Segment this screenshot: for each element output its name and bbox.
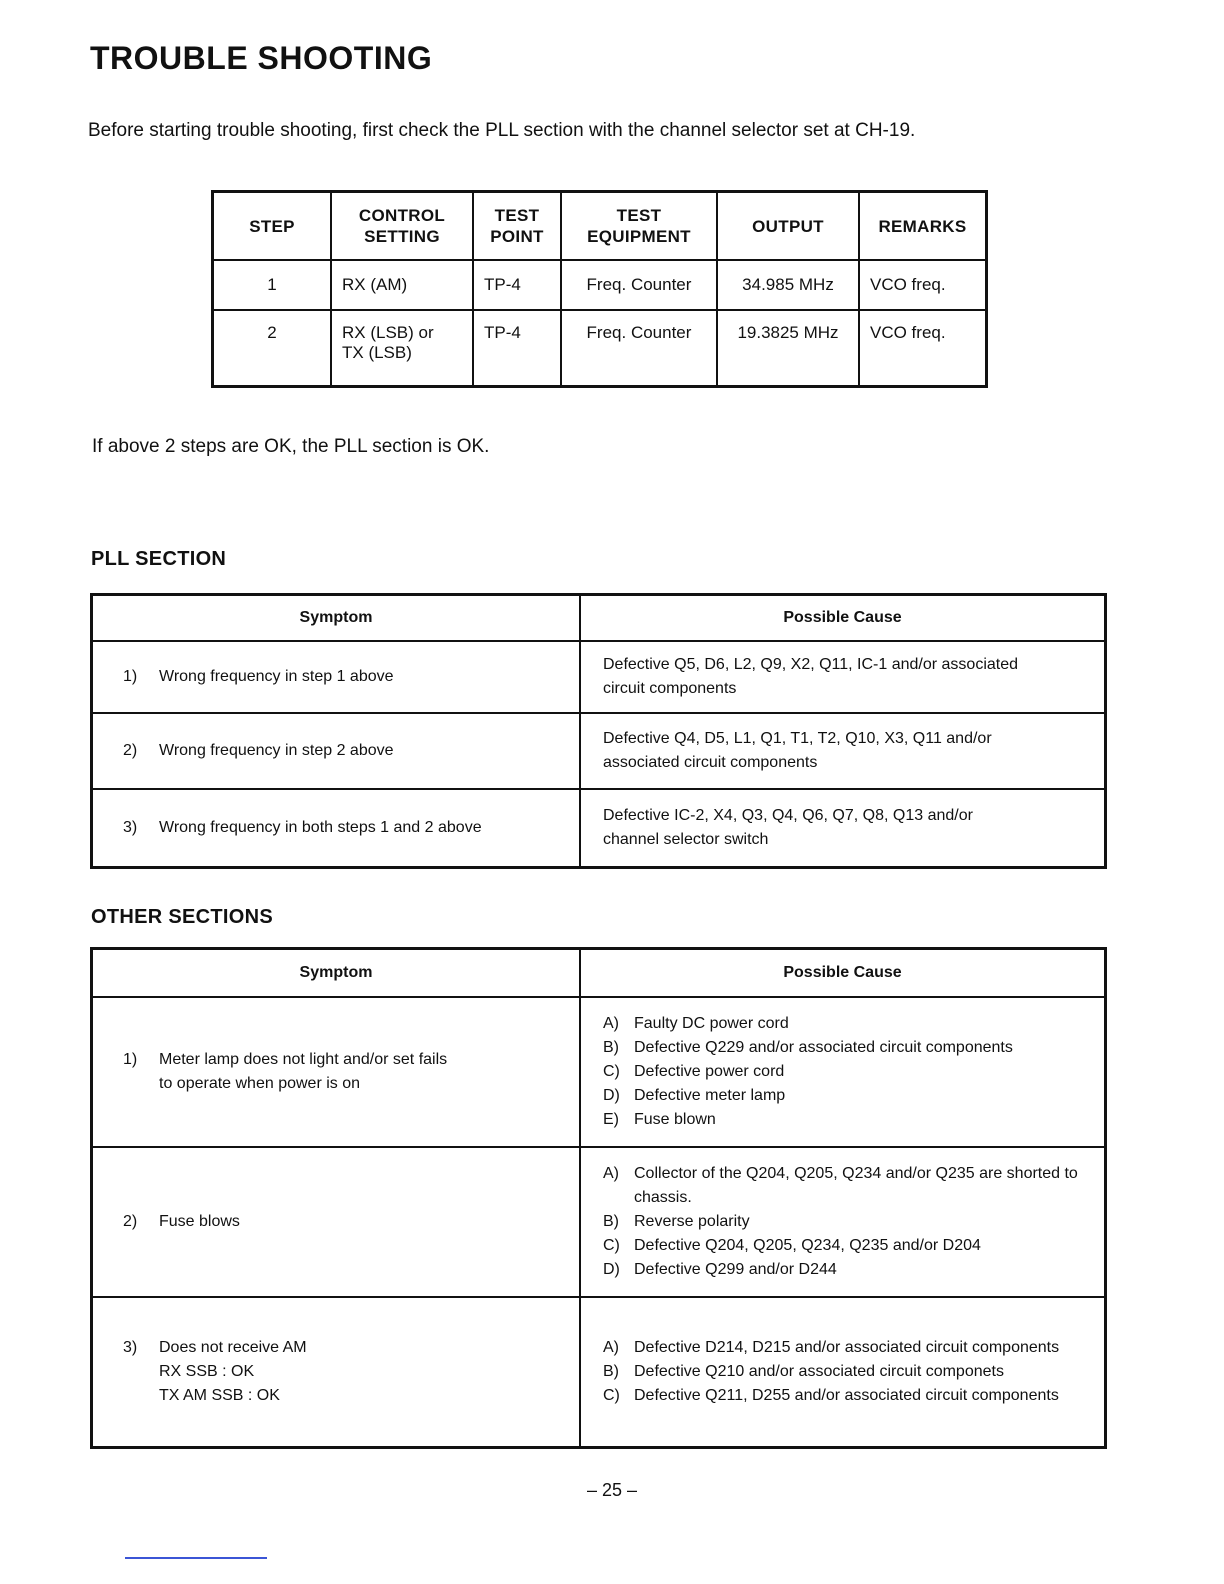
cause-item: B) Reverse polarity <box>603 1213 750 1230</box>
other-sections-heading: OTHER SECTIONS <box>91 906 273 928</box>
step-number: 1 <box>213 260 332 310</box>
control-setting: RX (AM) <box>331 260 473 310</box>
cause-cell <box>580 1297 1106 1447</box>
cause-cell <box>580 1147 1106 1297</box>
cause-cell: Defective Q4, D5, L1, Q1, T1, T2, Q10, X3, Q11 and/or associated circuit components <box>580 713 1106 789</box>
control-setting: RX (LSB) or TX (LSB) <box>331 310 473 387</box>
cause-item: B) Defective Q229 and/or associated circuit components <box>603 1039 1013 1056</box>
cause-item: C) Defective Q211, D255 and/or associated circuit components <box>603 1386 1059 1404</box>
symptom-cell: 1) Meter lamp does not light and/or set fails to operate when power is on <box>92 997 581 1147</box>
symptom-header: Symptom <box>92 595 581 642</box>
pll-check-steps-table <box>211 190 988 388</box>
cause-item: A) Collector of the Q204, Q205, Q234 and/or Q235 are shorted to chassis. <box>603 1165 1078 1206</box>
test-equipment: Freq. Counter <box>561 260 717 310</box>
cause-item: D) Defective Q299 and/or D244 <box>603 1261 837 1278</box>
possible-cause-header: Possible Cause <box>580 949 1106 998</box>
cause-cell: Defective IC-2, X4, Q3, Q4, Q6, Q7, Q8, Q13 and/or channel selector switch <box>580 789 1106 867</box>
pll-row <box>92 641 1106 713</box>
header-step: STEP <box>213 192 332 261</box>
remarks: VCO freq. <box>859 260 987 310</box>
cause-item: B) Defective Q210 and/or associated circuit componets <box>603 1362 1004 1380</box>
header-output: OUTPUT <box>717 192 859 261</box>
other-row <box>92 1297 1106 1447</box>
pll-row <box>92 713 1106 789</box>
step-number: 2 <box>213 310 332 387</box>
output-value: 19.3825 MHz <box>717 310 859 387</box>
symptom-header: Symptom <box>92 949 581 998</box>
pll-row <box>92 789 1106 867</box>
pll-header-row <box>92 595 1106 642</box>
step-row <box>213 310 987 387</box>
test-equipment: Freq. Counter <box>561 310 717 387</box>
steps-header-row <box>213 192 987 261</box>
header-control-setting: CONTROL SETTING <box>331 192 473 261</box>
symptom-cell: 2) Fuse blows <box>92 1147 581 1297</box>
output-value: 34.985 MHz <box>717 260 859 310</box>
header-test-point: TEST POINT <box>473 192 561 261</box>
header-remarks: REMARKS <box>859 192 987 261</box>
header-test-equipment: TEST EQUIPMENT <box>561 192 717 261</box>
other-sections-table <box>90 947 1107 1449</box>
other-row <box>92 997 1106 1147</box>
other-row <box>92 1147 1106 1297</box>
possible-cause-header: Possible Cause <box>580 595 1106 642</box>
intro-text: Before starting trouble shooting, first check the PLL section with the channel selector set at CH-19. <box>88 120 916 141</box>
step-row <box>213 260 987 310</box>
pll-section-heading: PLL SECTION <box>91 548 227 570</box>
symptom-cell: 1) Wrong frequency in step 1 above <box>92 641 581 713</box>
cause-item: A) Faulty DC power cord <box>603 1015 789 1032</box>
remarks: VCO freq. <box>859 310 987 387</box>
symptom-cell: 3) Does not receive AM RX SSB : OK TX AM SSB : OK <box>92 1297 581 1447</box>
cause-item: A) Defective D214, D215 and/or associated circuit components <box>603 1338 1060 1356</box>
cause-item: C) Defective power cord <box>603 1063 785 1080</box>
pll-ok-note: If above 2 steps are OK, the PLL section is OK. <box>92 436 490 457</box>
cause-cell: Defective Q5, D6, L2, Q9, X2, Q11, IC-1 and/or associated circuit components <box>580 641 1106 713</box>
other-header-row <box>92 949 1106 998</box>
cause-item: E) Fuse blown <box>603 1111 716 1128</box>
test-point: TP-4 <box>473 260 561 310</box>
cause-cell <box>580 997 1106 1147</box>
pll-section-table <box>90 593 1107 869</box>
test-point: TP-4 <box>473 310 561 387</box>
page-number: – 25 – <box>586 1480 638 1500</box>
page-title: TROUBLE SHOOTING <box>90 40 433 76</box>
symptom-cell: 2) Wrong frequency in step 2 above <box>92 713 581 789</box>
cause-item: C) Defective Q204, Q205, Q234, Q235 and/or D204 <box>603 1237 981 1254</box>
scan-mark-line <box>125 1557 267 1559</box>
cause-item: D) Defective meter lamp <box>603 1087 786 1104</box>
symptom-cell: 3) Wrong frequency in both steps 1 and 2 above <box>92 789 581 867</box>
